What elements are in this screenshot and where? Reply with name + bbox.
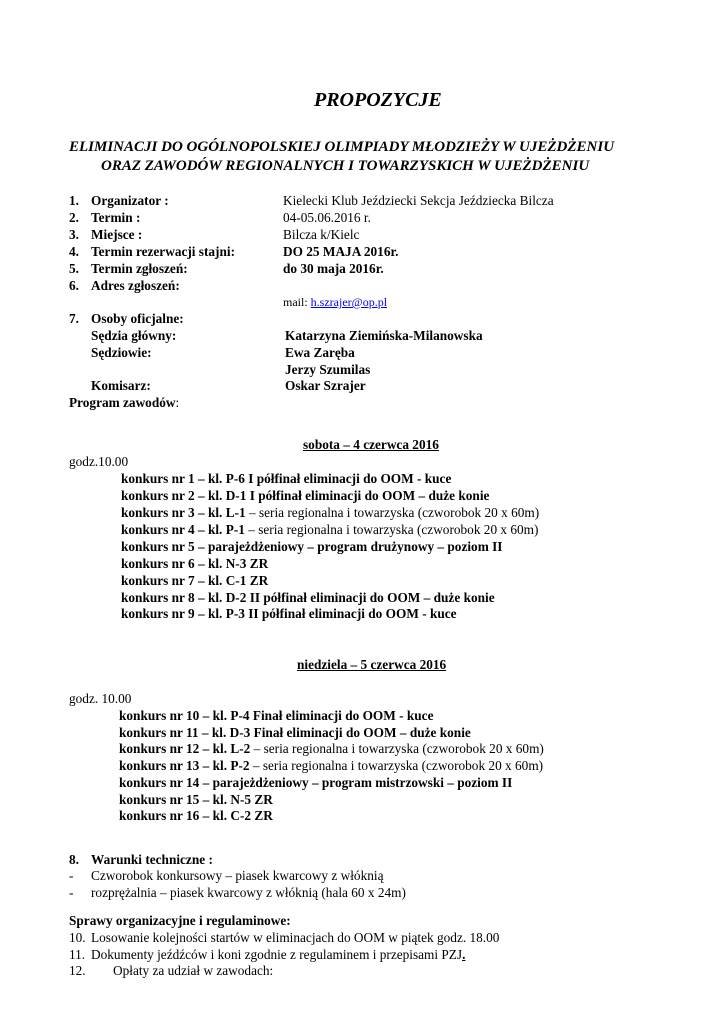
list-item-rest: – seria regionalna i towarzyska (czworobok 20 x 60m) xyxy=(245,505,540,520)
organization-item-12: Opłaty za udział w zawodach: xyxy=(113,963,274,978)
officials-num: 7. xyxy=(69,311,79,326)
judge-name-2: Jerzy Szumilas xyxy=(285,362,371,377)
day2-time: godz. 10.00 xyxy=(69,691,132,706)
technical-heading: Warunki techniczne : xyxy=(91,852,213,867)
technical-item-2: rozprężalnia – piasek kwarcowy z włóknią (hala 60 x 24m) xyxy=(91,885,406,900)
list-item xyxy=(119,741,544,757)
list-item xyxy=(121,573,268,589)
list-item-bold: konkurs nr 10 – kl. P-4 Finał eliminacji do OOM - kuce xyxy=(119,708,434,723)
list-item-bold: konkurs nr 2 – kl. D-1 I półfinał eliminacji do OOM – duże konie xyxy=(121,488,490,503)
info-label-place: Miejsce : xyxy=(91,227,143,242)
subtitle-line-2: ORAZ ZAWODÓW REGIONALNYCH I TOWARZYSKICH W UJEŻDŻENIU xyxy=(101,158,590,174)
mail-prefix: mail: xyxy=(283,295,308,309)
info-label-organizer: Organizator : xyxy=(91,193,169,208)
list-item xyxy=(119,792,273,808)
list-item xyxy=(119,808,273,824)
list-item-bold: konkurs nr 1 – kl. P-6 I półfinał eliminacji do OOM - kuce xyxy=(121,471,452,486)
list-item xyxy=(121,471,451,487)
list-item-bold: konkurs nr 3 – kl. L-1 xyxy=(121,505,246,520)
list-item xyxy=(121,539,502,555)
organization-heading: Sprawy organizacyjne i regulaminowe: xyxy=(69,913,291,928)
list-item xyxy=(121,488,489,504)
info-num-2: 2. xyxy=(69,210,79,225)
subtitle-line-1: ELIMINACJI DO OGÓLNOPOLSKIEJ OLIMPIADY MŁODZIEŻY W UJEŻDŻENIU xyxy=(69,139,615,155)
list-item xyxy=(119,758,543,774)
info-value-entries-deadline: do 30 maja 2016r. xyxy=(283,261,384,276)
list-item xyxy=(121,522,538,538)
list-item-rest: – seria regionalna i towarzyska (czworobok 20 x 60m) xyxy=(244,522,539,537)
chief-judge-name: Katarzyna Ziemińska-Milanowska xyxy=(285,328,483,343)
list-item-bold: konkurs nr 7 – kl. C-1 ZR xyxy=(121,573,269,588)
officials-heading: Osoby oficjalne: xyxy=(91,311,184,326)
list-item-bold: konkurs nr 9 – kl. P-3 II półfinał eliminacji do OOM - kuce xyxy=(121,606,457,621)
list-item-bold: konkurs nr 11 – kl. D-3 Finał eliminacji do OOM – duże konie xyxy=(119,725,471,740)
program-label-colon: : xyxy=(175,395,180,410)
judges-label: Sędziowie: xyxy=(91,345,152,360)
organization-item-11-trail: . xyxy=(462,947,466,962)
organization-num-10: 10. xyxy=(69,930,86,945)
program-label-text: Program zawodów xyxy=(69,395,176,410)
day1-heading: sobota – 4 czerwca 2016 xyxy=(303,437,439,452)
list-item-bold: konkurs nr 5 – parajeżdżeniowy – program drużynowy – poziom II xyxy=(121,539,503,554)
organization-item-10: Losowanie kolejności startów w eliminacjach do OOM w piątek godz. 18.00 xyxy=(91,930,500,945)
info-num-3: 3. xyxy=(69,227,79,242)
info-value-stable-booking: DO 25 MAJA 2016r. xyxy=(283,244,399,259)
day2-heading: niedziela – 5 czerwca 2016 xyxy=(297,657,447,672)
organization-num-12: 12. xyxy=(69,963,86,978)
technical-dash-1: - xyxy=(69,868,74,883)
info-num-5: 5. xyxy=(69,261,79,276)
technical-num: 8. xyxy=(69,852,79,867)
info-value-place: Bilcza k/Kielc xyxy=(283,227,360,242)
list-item xyxy=(121,505,539,521)
info-num-1: 1. xyxy=(69,193,79,208)
program-label xyxy=(69,395,179,411)
list-item xyxy=(119,725,471,741)
steward-name: Oskar Szrajer xyxy=(285,378,366,393)
list-item-bold: konkurs nr 13 – kl. P-2 xyxy=(119,758,250,773)
day1-time: godz.10.00 xyxy=(69,454,129,469)
technical-item-1: Czworobok konkursowy – piasek kwarcowy z włóknią xyxy=(91,868,384,883)
list-item xyxy=(121,556,268,572)
list-item-bold: konkurs nr 8 – kl. D-2 II półfinał eliminacji do OOM – duże konie xyxy=(121,590,495,605)
page-title: PROPOZYCJE xyxy=(314,89,442,111)
list-item xyxy=(121,606,457,622)
list-item xyxy=(119,775,512,791)
info-label-stable-booking: Termin rezerwacji stajni: xyxy=(91,244,236,259)
chief-judge-label: Sędzia główny: xyxy=(91,328,177,343)
mail-line xyxy=(283,294,387,310)
info-value-organizer: Kielecki Klub Jeździecki Sekcja Jeździecka Bilcza xyxy=(283,193,554,208)
info-label-date: Termin : xyxy=(91,210,141,225)
list-item-bold: konkurs nr 4 – kl. P-1 xyxy=(121,522,245,537)
list-item xyxy=(119,708,433,724)
organization-num-11: 11. xyxy=(69,947,86,962)
list-item-bold: konkurs nr 12 – kl. L-2 xyxy=(119,741,251,756)
organization-item-11-text: Dokumenty jeźdźców i koni zgodnie z regulaminem i przepisami PZJ xyxy=(91,947,463,962)
list-item-rest: – seria regionalna i towarzyska (czworobok 20 x 60m) xyxy=(249,758,544,773)
info-label-entries-address: Adres zgłoszeń: xyxy=(91,278,180,293)
info-num-4: 4. xyxy=(69,244,79,259)
info-num-6: 6. xyxy=(69,278,79,293)
list-item-bold: konkurs nr 14 – parajeżdżeniowy – program mistrzowski – poziom II xyxy=(119,775,513,790)
list-item-bold: konkurs nr 6 – kl. N-3 ZR xyxy=(121,556,269,571)
judge-name-1: Ewa Zaręba xyxy=(285,345,355,360)
list-item-bold: konkurs nr 15 – kl. N-5 ZR xyxy=(119,792,273,807)
list-item-rest: – seria regionalna i towarzyska (czworobok 20 x 60m) xyxy=(250,741,544,756)
mail-link[interactable]: h.szrajer@op.pl xyxy=(310,295,388,309)
steward-label: Komisarz: xyxy=(91,378,151,393)
organization-item-11 xyxy=(91,947,465,963)
technical-dash-2: - xyxy=(69,885,74,900)
info-value-date: 04-05.06.2016 r. xyxy=(283,210,371,225)
list-item xyxy=(121,590,495,606)
info-label-entries-deadline: Termin zgłoszeń: xyxy=(91,261,188,276)
list-item-bold: konkurs nr 16 – kl. C-2 ZR xyxy=(119,808,273,823)
